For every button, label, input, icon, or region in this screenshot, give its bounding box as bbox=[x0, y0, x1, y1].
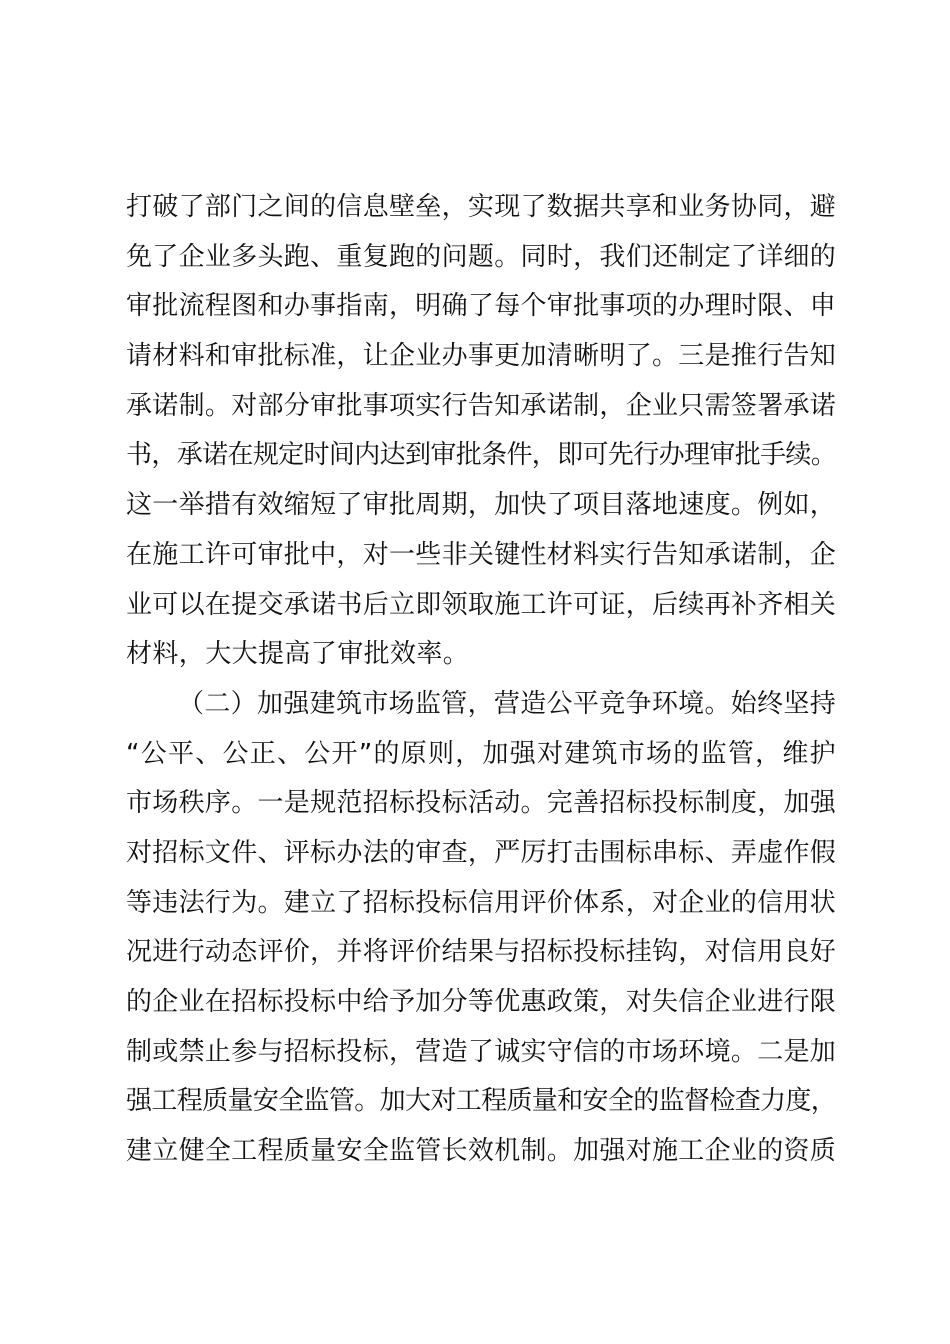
section-heading-line: （二）加强建筑市场监管，营造公平竞争环境。始终坚持 bbox=[178, 688, 836, 719]
text-line-7: 这一举措有效缩短了审批周期，加快了项目落地速度。例如， bbox=[126, 490, 836, 521]
text-line-13: 市场秩序。一是规范招标投标活动。完善招标投标制度，加强 bbox=[126, 788, 836, 819]
text-line-3: 审批流程图和办事指南，明确了每个审批事项的办理时限、申 bbox=[126, 291, 836, 322]
text-line-20: 建立健全工程质量安全监管长效机制。加强对施工企业的资质 bbox=[126, 1136, 836, 1167]
text-line-12: “公平、公正、公开”的原则，加强对建筑市场的监管，维护 bbox=[126, 738, 836, 769]
text-line-8: 在施工许可审批中，对一些非关键性材料实行告知承诺制，企 bbox=[126, 539, 836, 570]
text-line-17: 的企业在招标投标中给予加分等优惠政策，对失信企业进行限 bbox=[126, 987, 836, 1017]
text-line-10: 材料，大大提高了审批效率。 bbox=[126, 639, 470, 670]
text-line-14: 对招标文件、评标办法的审查，严厉打击围标串标、弄虚作假 bbox=[126, 837, 836, 868]
text-line-4: 请材料和审批标准，让企业办事更加清晰明了。三是推行告知 bbox=[126, 341, 836, 372]
text-line-5: 承诺制。对部分审批事项实行告知承诺制，企业只需签署承诺 bbox=[126, 390, 836, 421]
text-line-6: 书，承诺在规定时间内达到审批条件，即可先行办理审批手续。 bbox=[126, 440, 836, 471]
text-line-15: 等违法行为。建立了招标投标信用评价体系，对企业的信用状 bbox=[126, 887, 836, 918]
body-text bbox=[126, 183, 836, 1177]
text-line-1: 打破了部门之间的信息壁垒，实现了数据共享和业务协同，避 bbox=[126, 192, 836, 222]
text-line-2: 免了企业多头跑、重复跑的问题。同时，我们还制定了详细的 bbox=[126, 241, 836, 272]
text-line-19: 强工程质量安全监管。加大对工程质量和安全的监督检查力度， bbox=[126, 1086, 836, 1117]
text-line-16: 况进行动态评价，并将评价结果与招标投标挂钩，对信用良好 bbox=[126, 937, 836, 968]
text-line-9: 业可以在提交承诺书后立即领取施工许可证，后续再补齐相关 bbox=[126, 589, 836, 620]
text-line-18: 制或禁止参与招标投标，营造了诚实守信的市场环境。二是加 bbox=[126, 1036, 836, 1067]
